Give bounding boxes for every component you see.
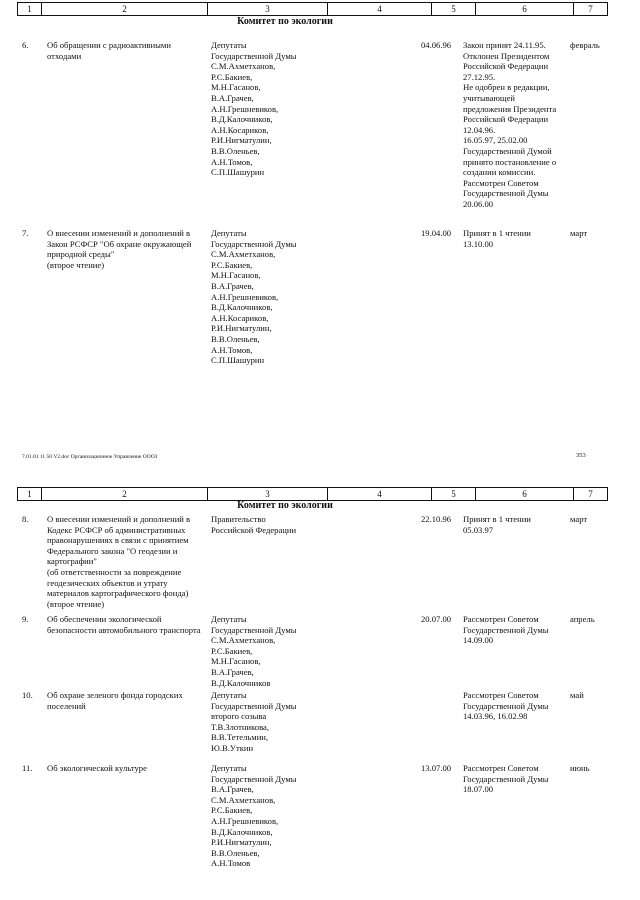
text-line: О внесении изменений и дополнений в (47, 514, 191, 524)
bill-title (47, 690, 207, 711)
text-line: Государственной Думы (211, 50, 297, 61)
text-line: Государственной Думы (463, 188, 549, 199)
table-row (0, 690, 640, 763)
table-row (0, 763, 640, 873)
column-header-4: 4 (328, 488, 432, 501)
text-line: Правительство (211, 514, 266, 524)
text-line: Принят в 1 чтении (463, 514, 531, 524)
column-header-7: 7 (574, 488, 608, 501)
rows-container (0, 40, 640, 378)
text-line: Российской Федерации (463, 61, 549, 72)
text-line: Об экологической культуре (47, 763, 147, 773)
text-line: Принят в 1 чтении (463, 228, 531, 238)
text-line: безопасности автомобильного транспорта (47, 624, 201, 635)
text-line: правонарушениях в связи с принятием (47, 535, 189, 546)
bill-title (47, 514, 207, 609)
text-line: отходами (47, 50, 82, 61)
column-header-6: 6 (476, 488, 574, 501)
text-line: Отклонен Президентом (463, 50, 550, 61)
text-line: 14.09.00 (463, 635, 494, 646)
text-line: С.П.Шашурин (211, 167, 265, 178)
row-number: 9. (22, 614, 29, 624)
column-header-7: 7 (574, 3, 608, 16)
text-line: А.Н.Грешневиков, (211, 815, 279, 826)
bill-date: 13.07.00 (421, 763, 452, 773)
text-line: Государственной Думы (211, 773, 297, 784)
text-line: В.А.Грачев, (211, 666, 254, 677)
text-line: 05.03.97 (463, 524, 494, 535)
text-line: Т.В.Злотникова, (211, 721, 269, 732)
page-number: 353 (576, 452, 586, 459)
text-line: (об ответственности за повреждение (47, 566, 182, 577)
text-line: В.В.Оленьев, (211, 333, 260, 344)
text-line: 16.05.97, 25.02.00 (463, 135, 528, 146)
text-line: С.П.Шашурин (211, 355, 265, 366)
bill-status (463, 40, 563, 210)
bill-status (463, 514, 563, 535)
text-line: Р.С.Бакиев, (211, 71, 253, 82)
text-line: В.В.Оленьев, (211, 847, 260, 858)
text-line: Государственной Думы (211, 624, 297, 635)
text-line: Рассмотрен Советом (463, 177, 539, 188)
text-line: Р.И.Нигматулин, (211, 837, 272, 848)
text-line: А.Н.Косариков, (211, 312, 269, 323)
text-line: Государственной Думы (211, 700, 297, 711)
text-line: (второе чтение) (47, 598, 105, 609)
bill-authors (211, 614, 331, 688)
bill-month: май (570, 690, 584, 700)
table-row (0, 228, 640, 378)
row-number: 6. (22, 40, 29, 50)
row-number: 7. (22, 228, 29, 238)
bill-title (47, 763, 207, 774)
text-line: Не одобрен в редакции, (463, 82, 550, 93)
text-line: принято постановление о (463, 156, 557, 167)
document-page-2 (0, 474, 640, 900)
bill-month: апрель (570, 614, 595, 624)
bill-date: 22.10.96 (421, 514, 452, 524)
row-number: 11. (22, 763, 33, 773)
text-line: А.Н.Томов, (211, 156, 253, 167)
bill-date: 19.04.00 (421, 228, 452, 238)
text-line: 18.07.00 (463, 784, 494, 795)
text-line: В.Д.Калочников (211, 677, 271, 688)
bill-status (463, 690, 563, 722)
text-line: Депутаты (211, 40, 247, 50)
text-line: (второе чтение) (47, 259, 105, 270)
text-line: 14.03.96, 16.02.98 (463, 711, 528, 722)
text-line: М.Н.Гасанов, (211, 82, 261, 93)
text-line: Об обращении с радиоактивными (47, 40, 171, 50)
bill-title (47, 40, 207, 61)
text-line: О внесении изменений и дополнений в (47, 228, 191, 238)
text-line: В.А.Грачев, (211, 92, 254, 103)
text-line: А.Н.Грешневиков, (211, 103, 279, 114)
table-row (0, 614, 640, 690)
bill-month: февраль (570, 40, 600, 50)
text-line: 20.06.00 (463, 198, 494, 209)
text-line: 13.10.00 (463, 238, 494, 249)
bill-title (47, 228, 207, 270)
text-line: Закон РСФСР "Об охране окружающей (47, 238, 192, 249)
text-line: картографии" (47, 556, 97, 567)
committee-heading: Комитет по экологии (237, 500, 333, 511)
table-row (0, 514, 640, 614)
text-line: Российской Федерации (463, 114, 549, 125)
text-line: А.Н.Томов, (211, 344, 253, 355)
text-line: Р.С.Бакиев, (211, 805, 253, 816)
text-line: учитывающей (463, 92, 515, 103)
column-header-2: 2 (42, 3, 208, 16)
text-line: Р.И.Нигматулин, (211, 135, 272, 146)
column-header-6: 6 (476, 3, 574, 16)
text-line: В.В.Тетельмин, (211, 732, 269, 743)
text-line: Р.С.Бакиев, (211, 645, 253, 656)
column-header-4: 4 (328, 3, 432, 16)
text-line: М.Н.Гасанов, (211, 656, 261, 667)
committee-heading: Комитет по экологии (237, 16, 333, 27)
text-line: Депутаты (211, 228, 247, 238)
column-header-3: 3 (208, 488, 328, 501)
text-line: создании комиссии. (463, 167, 536, 178)
text-line: В.А.Грачев, (211, 280, 254, 291)
bill-authors (211, 763, 331, 869)
text-line: Государственной Думы (211, 238, 297, 249)
text-line: Рассмотрен Советом (463, 763, 539, 773)
text-line: С.М.Ахметханов, (211, 61, 276, 72)
text-line: В.В.Оленьев, (211, 145, 260, 156)
text-line: Федерального закона "О геодезии и (47, 545, 178, 556)
text-line: Государственной Думы (463, 773, 549, 784)
bill-authors (211, 514, 331, 535)
bill-title (47, 614, 207, 635)
text-line: Российской Федерации (211, 524, 297, 535)
text-line: поселений (47, 700, 86, 711)
bill-month: март (570, 514, 588, 524)
text-line: Депутаты (211, 614, 247, 624)
text-line: А.Н.Грешневиков, (211, 291, 279, 302)
text-line: С.М.Ахметханов, (211, 249, 276, 260)
text-line: В.Д.Калочников, (211, 826, 273, 837)
bill-authors (211, 228, 331, 366)
bill-month: июнь (570, 763, 590, 773)
text-line: Депутаты (211, 690, 247, 700)
row-number: 10. (22, 690, 33, 700)
row-number: 8. (22, 514, 29, 524)
text-line: С.М.Ахметханов, (211, 794, 276, 805)
column-header-row (17, 2, 608, 16)
text-line: Рассмотрен Советом (463, 614, 539, 624)
text-line: А.Н.Косариков, (211, 124, 269, 135)
column-header-5: 5 (432, 488, 476, 501)
column-header-1: 1 (18, 3, 42, 16)
column-header-5: 5 (432, 3, 476, 16)
text-line: Государственной Думы (463, 624, 549, 635)
bill-authors (211, 40, 331, 178)
page-footer: 7.01.01 11 50 V2.doc Организационное Управление ООО3 (22, 454, 158, 460)
bill-status (463, 763, 563, 795)
column-header-2: 2 (42, 488, 208, 501)
column-header-1: 1 (18, 488, 42, 501)
text-line: Кодекс РСФСР об административных (47, 524, 186, 535)
text-line: предложения Президента (463, 103, 557, 114)
text-line: Р.И.Нигматулин, (211, 323, 272, 334)
text-line: 12.04.96. (463, 124, 496, 135)
text-line: В.Д.Калочников, (211, 302, 273, 313)
text-line: Ю.В.Уткин (211, 742, 254, 753)
text-line: А.Н.Томов (211, 858, 251, 869)
text-line: Государственной Думы (463, 700, 549, 711)
text-line: Государственной Думой (463, 145, 552, 156)
text-line: В.Д.Калочников, (211, 114, 273, 125)
text-line: Об охране зеленого фонда городских (47, 690, 183, 700)
bill-status (463, 228, 563, 249)
text-line: С.М.Ахметханов, (211, 635, 276, 646)
column-header-3: 3 (208, 3, 328, 16)
table-row (0, 40, 640, 228)
text-line: Об обеспечении экологической (47, 614, 162, 624)
bill-status (463, 614, 563, 646)
column-header-row (17, 487, 608, 501)
bill-authors (211, 690, 331, 754)
text-line: Закон принят 24.11.95. (463, 40, 546, 50)
text-line: 27.12.95. (463, 71, 496, 82)
bill-date: 04.06.96 (421, 40, 452, 50)
text-line: природной среды" (47, 249, 115, 260)
text-line: Р.С.Бакиев, (211, 259, 253, 270)
rows-container (0, 514, 640, 873)
bill-date: 20.07.00 (421, 614, 452, 624)
text-line: Рассмотрен Советом (463, 690, 539, 700)
text-line: В.А.Грачев, (211, 784, 254, 795)
text-line: второго созыва (211, 711, 267, 722)
bill-month: март (570, 228, 588, 238)
text-line: материалов картографического фонда) (47, 588, 189, 599)
text-line: Депутаты (211, 763, 247, 773)
text-line: геодезических объектов и утрату (47, 577, 168, 588)
text-line: М.Н.Гасанов, (211, 270, 261, 281)
